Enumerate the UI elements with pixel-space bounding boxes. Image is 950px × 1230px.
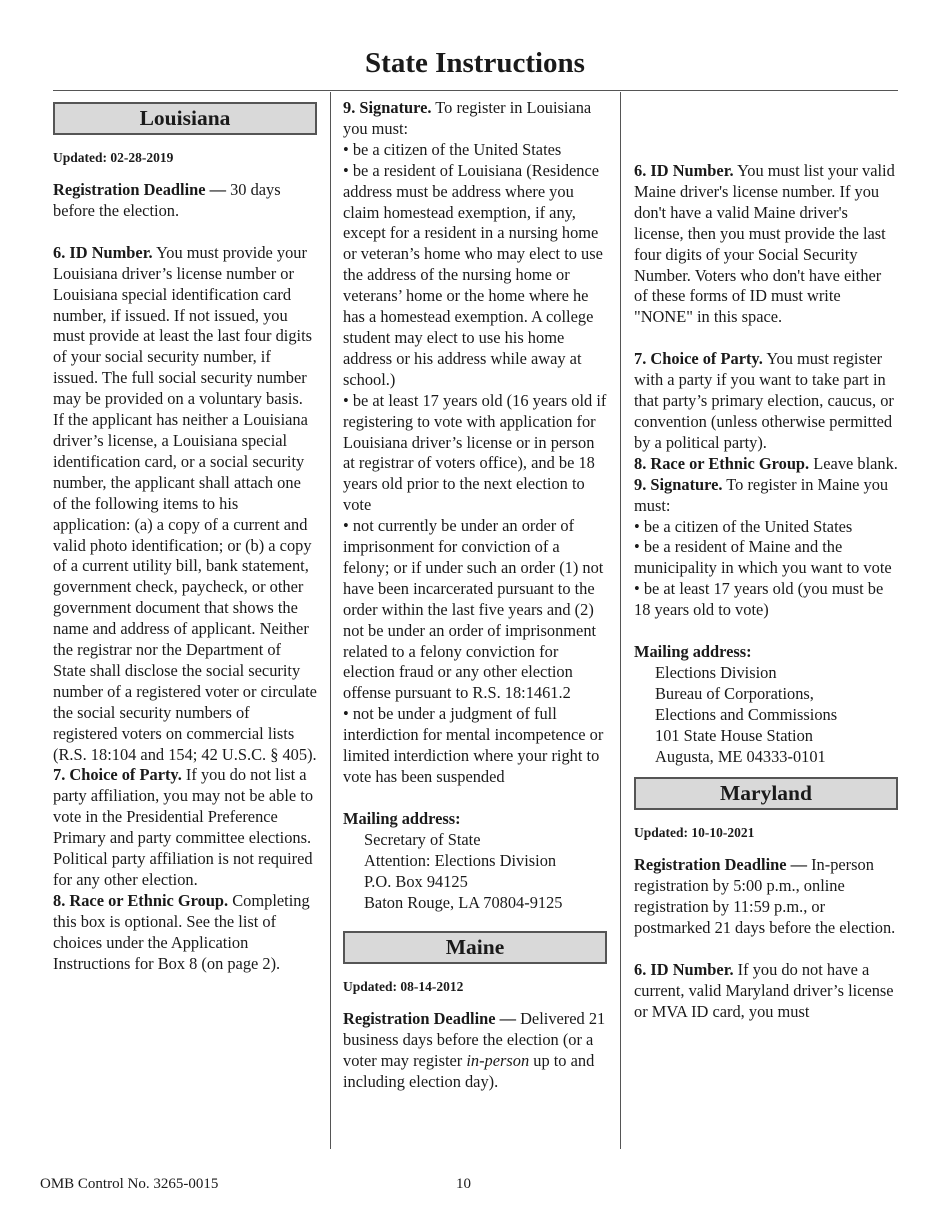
address-line: Bureau of Corporations, bbox=[655, 683, 814, 703]
mailing-address bbox=[343, 830, 607, 914]
page-number: 10 bbox=[456, 1176, 471, 1192]
requirement-item: • be at least 17 years old (16 years old if registering to vote with application for Louisiana driver’s license or in person at registrar of voters office), and be 18 years old prior to the next election to vote bbox=[343, 390, 607, 515]
requirement-item: • be a resident of Maine and the municipality in which you want to vote bbox=[634, 537, 892, 578]
title-rule bbox=[53, 90, 898, 91]
signature-instruction: 9. Signature. To register in Maine you must: bbox=[634, 474, 889, 515]
address-line: P.O. Box 94125 bbox=[364, 871, 468, 891]
id-number-instruction: 6. ID Number. You must list your valid Maine driver's license number. If you don't have a valid Maine driver's license, then you must provide the last four digits of your Social Security Number. Voters who don't have either of these forms of ID must write "NONE" in this space. bbox=[634, 161, 895, 327]
requirement-item: • be at least 17 years old (you must be 18 years old to vote) bbox=[634, 579, 884, 620]
requirement-item: • be a citizen of the United States bbox=[634, 516, 853, 536]
address-line: Elections and Commissions bbox=[655, 704, 838, 724]
registration-deadline: Registration Deadline — In-person registration by 5:00 p.m., online registration by 11:59 p.m., or postmarked 21 days before the election. bbox=[634, 855, 896, 938]
party-instruction: 7. Choice of Party. You must register with a party if you want to take part in that party’s primary election, caucus, or convention (unless otherwise permitted by a political party). bbox=[634, 349, 894, 452]
mailing-address-label: Mailing address: bbox=[634, 642, 752, 662]
registration-deadline: Registration Deadline — 30 days before the election. bbox=[53, 180, 281, 220]
state-heading-louisiana: Louisiana bbox=[53, 102, 317, 135]
address-line: Augusta, ME 04333-0101 bbox=[655, 746, 826, 766]
state-heading-maine: Maine bbox=[343, 931, 607, 964]
race-instruction: 8. Race or Ethnic Group. Completing this box is optional. See the list of choices under the Application Instructions for Box 8 (on page 2). bbox=[53, 890, 310, 973]
updated-date: Updated: 08-14-2012 bbox=[343, 979, 464, 995]
party-instruction: 7. Choice of Party. If you do not list a party affiliation, you may not be able to vote in the Presidential Preference Primary and party committee elections. Political party affiliation is not required for any other election. bbox=[53, 765, 314, 889]
column-3 bbox=[634, 98, 898, 1023]
page-title: State Instructions bbox=[365, 47, 585, 79]
address-line: Secretary of State bbox=[364, 829, 481, 849]
signature-instruction: 9. Signature. To register in Louisiana you must: bbox=[343, 98, 592, 138]
column-divider bbox=[620, 92, 621, 1149]
requirement-item: • not currently be under an order of imprisonment for conviction of a felony; or if under such an order (1) not have been incarcerated pursuant to the order within the last five years and (2) not be under an order of imprisonment related to a felony conviction for election fraud or any other election offense pursuant to R.S. 18:1461.2 bbox=[343, 516, 604, 703]
updated-date: Updated: 10-10-2021 bbox=[634, 825, 755, 841]
column-1 bbox=[53, 98, 317, 975]
requirement-item: • not be under a judgment of full interdiction for mental incompetence or limited interdiction where your right to vote has been suspended bbox=[343, 704, 604, 786]
address-line: Elections Division bbox=[655, 662, 777, 682]
id-number-instruction: 6. ID Number. If you do not have a current, valid Maryland driver’s license or MVA ID card, you must bbox=[634, 960, 894, 1021]
race-instruction: 8. Race or Ethnic Group. Leave blank. bbox=[634, 453, 898, 473]
requirement-item: • be a citizen of the United States bbox=[343, 139, 562, 159]
mailing-address-label: Mailing address: bbox=[343, 808, 461, 828]
address-line: Attention: Elections Division bbox=[364, 850, 557, 870]
updated-date: Updated: 02-28-2019 bbox=[53, 150, 174, 165]
column-divider bbox=[330, 92, 331, 1149]
mailing-address bbox=[634, 663, 898, 768]
omb-control-number: OMB Control No. 3265-0015 bbox=[40, 1176, 219, 1192]
id-number-instruction: 6. ID Number. You must provide your Louisiana driver’s license number or Louisiana special identification card number, if issued. If not issued, you must provide at least the last four digits of your social security number, if issued. The full social security number may be provided on a voluntary basis. If the applicant has neither a Louisiana driver’s license, a Louisiana special identification card, or a social security number, the applicant shall attach one of the following items to his application: (a) a copy of a current and valid photo identification; or (b) a copy of a current utility bill, bank statement, government check, paycheck, or other government document that shows the name and address of applicant. Neither the registrar nor the Department of State shall disclose the social security number of a registered voter or circulate the social security numbers of registered voters on commercial lists (R.S. 18:104 and 154; 42 U.S.C. § 405). bbox=[53, 242, 317, 764]
column-2 bbox=[343, 98, 607, 1093]
address-line: 101 State House Station bbox=[655, 725, 813, 745]
state-heading-maryland: Maryland bbox=[634, 777, 898, 810]
registration-deadline: Registration Deadline — Delivered 21 business days before the election (or a voter may register in-person up to and including election day). bbox=[343, 1009, 606, 1092]
requirement-item: • be a resident of Louisiana (Residence address must be address where you claim homestead exemption, if any, except for a resident in a nursing home or veteran’s home who may elect to use the address of the nursing home or veterans’ home or the home where he has a homestead exemption. A college student may elect to use his home address or his address while away at school.) bbox=[343, 160, 603, 389]
address-line: Baton Rouge, LA 70804-9125 bbox=[364, 892, 563, 912]
